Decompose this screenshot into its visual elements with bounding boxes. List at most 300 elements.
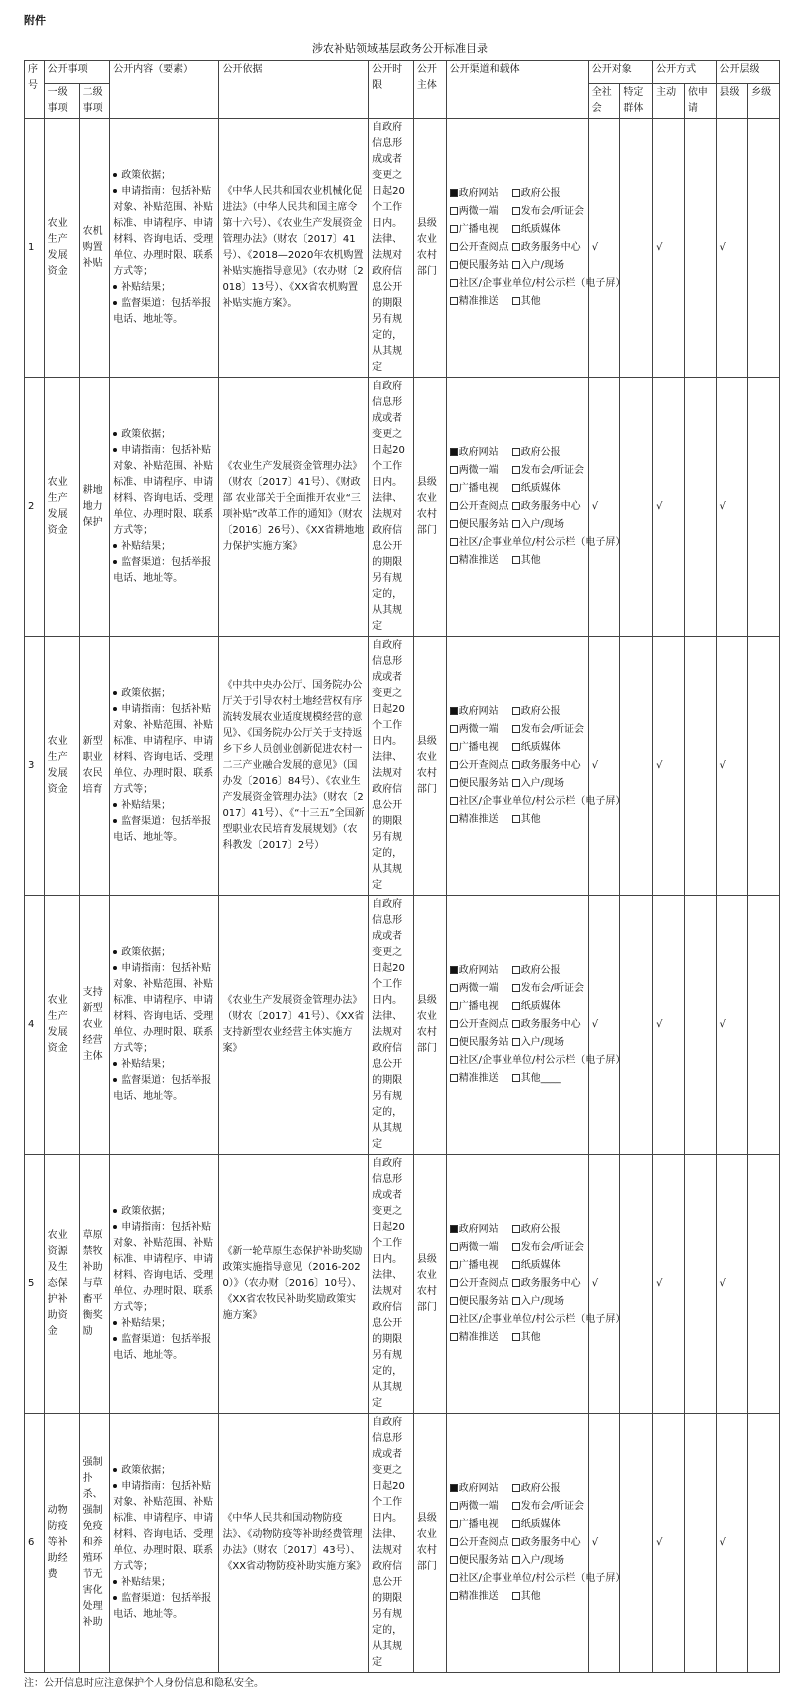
unchecked-box-icon [450, 1520, 458, 1528]
channel-option [512, 1499, 585, 1515]
header-time: 公开时限 [369, 61, 414, 119]
bullet-text: 监督渠道：包括举报电话、地址等。 [113, 816, 212, 843]
channel-label: 政务服务中心 [520, 1278, 581, 1289]
bullet-dot-icon [113, 803, 117, 807]
table-row [25, 378, 780, 637]
content-bullet [113, 1463, 215, 1479]
row-target-specific [620, 637, 653, 896]
unchecked-box-icon [512, 1261, 520, 1269]
bullet-dot-icon [113, 448, 117, 452]
unchecked-box-icon [512, 1592, 520, 1600]
channel-label: 其他 [520, 814, 541, 825]
channel-label: 政府公报 [520, 706, 561, 717]
unchecked-box-icon [512, 1333, 520, 1341]
channel-option [450, 704, 512, 720]
channel-label: 两微一端 [458, 983, 499, 994]
bullet-text: 申请指南：包括补贴对象、补贴范围、补贴标准、申请程序、申请材料、咨询电话、受理单位、办理时限、联系方式等； [113, 186, 214, 277]
checked-box-icon [450, 189, 458, 197]
channel-option [512, 1589, 585, 1605]
header-level-county: 县级 [716, 84, 748, 119]
unchecked-box-icon [512, 761, 520, 769]
bullet-text: 申请指南：包括补贴对象、补贴范围、补贴标准、申请程序、申请材料、咨询电话、受理单位、办理时限、联系方式等； [113, 1481, 214, 1572]
table-row [25, 896, 780, 1155]
unchecked-box-icon [450, 1056, 458, 1064]
channel-option [512, 204, 585, 220]
unchecked-box-icon [512, 520, 520, 528]
row-channels [446, 1155, 626, 1414]
channel-option [512, 553, 585, 569]
row-channels [446, 119, 626, 378]
bullet-dot-icon [113, 560, 117, 564]
channel-option [450, 1071, 512, 1087]
channel-label: 政府公报 [520, 965, 561, 976]
bullet-text: 监督渠道：包括举报电话、地址等。 [113, 1593, 212, 1620]
channel-option [512, 1222, 585, 1238]
header-subject: 公开主体 [413, 61, 446, 119]
row-target-specific [620, 119, 653, 378]
channel-option [450, 812, 512, 828]
row-subject: 县级农业农村部门 [413, 1155, 446, 1414]
bullet-text: 政策依据； [121, 429, 172, 440]
row-seq: 2 [25, 378, 45, 637]
bullet-dot-icon [113, 173, 117, 177]
table-row [25, 1414, 780, 1673]
channel-label: 发布会/听证会 [520, 724, 585, 735]
channel-option [450, 535, 626, 551]
other-blank: ____ [540, 1073, 561, 1084]
channel-option [450, 186, 512, 202]
header-target-specific: 特定群体 [620, 84, 653, 119]
channel-option [512, 981, 585, 997]
content-bullet [113, 961, 215, 1057]
row-method-apply [684, 637, 716, 896]
bullet-text: 申请指南：包括补贴对象、补贴范围、补贴标准、申请程序、申请材料、咨询电话、受理单位、办理时限、联系方式等； [113, 963, 214, 1054]
unchecked-box-icon [450, 1502, 458, 1510]
channel-label: 公开查阅点 [458, 1537, 509, 1548]
channel-label: 精准推送 [458, 1073, 499, 1084]
row-basis: 《新一轮草原生态保护补助奖励政策实施指导意见（2016-2020）》（农办财〔2016〕10号）、《XX省农牧民补助奖励政策实施方案》 [219, 1155, 369, 1414]
row-target-all: √ [588, 637, 620, 896]
row-method-active: √ [653, 119, 685, 378]
unchecked-box-icon [512, 484, 520, 492]
row-method-apply [684, 1155, 716, 1414]
bullet-dot-icon [113, 950, 117, 954]
channel-list [450, 1481, 626, 1605]
row-method-active: √ [653, 378, 685, 637]
channel-option [512, 740, 585, 756]
channel-option [512, 1553, 585, 1569]
channel-label: 公开查阅点 [458, 1278, 509, 1289]
content-bullet [113, 702, 215, 798]
document-title: 涉农补贴领域基层政务公开标准目录 [312, 42, 488, 55]
unchecked-box-icon [450, 297, 458, 305]
unchecked-box-icon [450, 1279, 458, 1287]
bullet-dot-icon [113, 1596, 117, 1600]
bullet-text: 监督渠道：包括举报电话、地址等。 [113, 1334, 212, 1361]
unchecked-box-icon [512, 1520, 520, 1528]
channel-option [450, 1571, 626, 1587]
row-level-county: √ [716, 896, 748, 1155]
channel-label: 政务服务中心 [520, 1019, 581, 1030]
row-basis: 《农业生产发展资金管理办法》（财农〔2017〕41号）、《XX省支持新型农业经营主体实施方案》 [219, 896, 369, 1155]
channel-label: 广播电视 [458, 1260, 499, 1271]
channel-option [450, 1240, 512, 1256]
checked-box-icon [450, 966, 458, 974]
channel-option [512, 1240, 585, 1256]
checked-box-icon [450, 1484, 458, 1492]
unchecked-box-icon [512, 207, 520, 215]
row-time: 自政府信息形成或者变更之日起20个工作日内。法律、法规对政府信息公开的期限另有规定的，从其规定 [369, 896, 414, 1155]
row-level-town [748, 1414, 780, 1673]
unchecked-box-icon [450, 1243, 458, 1251]
channel-option [450, 1017, 512, 1033]
channel-label: 两微一端 [458, 1501, 499, 1512]
unchecked-box-icon [512, 261, 520, 269]
channel-option [512, 1017, 585, 1033]
header-target: 公开对象 [588, 61, 652, 84]
channel-label: 发布会/听证会 [520, 1501, 585, 1512]
channel-option [450, 499, 512, 515]
bullet-text: 补贴结果； [121, 541, 172, 552]
channel-label: 政务服务中心 [520, 760, 581, 771]
unchecked-box-icon [512, 1279, 520, 1287]
content-bullet [113, 686, 215, 702]
bullet-dot-icon [113, 819, 117, 823]
bullet-text: 政策依据； [121, 947, 172, 958]
row-level-county: √ [716, 1414, 748, 1673]
channel-list [450, 445, 626, 569]
row-channels [446, 637, 626, 896]
row-subject: 县级农业农村部门 [413, 1414, 446, 1673]
channel-option [450, 1222, 512, 1238]
channel-label: 纸质媒体 [520, 1260, 561, 1271]
row-channels [446, 378, 626, 637]
content-bullet [113, 1316, 215, 1332]
content-bullet [113, 1575, 215, 1591]
bullet-dot-icon [113, 544, 117, 548]
channel-label: 其他 [520, 1332, 541, 1343]
row-seq: 3 [25, 637, 45, 896]
channel-option [450, 204, 512, 220]
channel-label: 精准推送 [458, 296, 499, 307]
unchecked-box-icon [512, 743, 520, 751]
row-time: 自政府信息形成或者变更之日起20个工作日内。法律、法规对政府信息公开的期限另有规定的，从其规定 [369, 1155, 414, 1414]
channel-label: 发布会/听证会 [520, 465, 585, 476]
row-content [110, 1414, 219, 1673]
channel-label: 政府公报 [520, 447, 561, 458]
row-content [110, 1155, 219, 1414]
channel-option [450, 1499, 512, 1515]
bullet-text: 补贴结果； [121, 1577, 172, 1588]
row-level1: 农业生产发展资金 [44, 637, 79, 896]
bullet-dot-icon [113, 691, 117, 695]
channel-option [512, 758, 585, 774]
channel-label: 政府网站 [458, 706, 499, 717]
channel-option [450, 463, 512, 479]
unchecked-box-icon [512, 556, 520, 564]
channel-option [450, 481, 512, 497]
content-bullet [113, 539, 215, 555]
channel-label: 政府网站 [458, 188, 499, 199]
content-bullet [113, 1073, 215, 1105]
unchecked-box-icon [450, 1261, 458, 1269]
channel-option [450, 1517, 512, 1533]
content-bullet [113, 1204, 215, 1220]
row-time: 自政府信息形成或者变更之日起20个工作日内。法律、法规对政府信息公开的期限另有规定的，从其规定 [369, 378, 414, 637]
unchecked-box-icon [450, 797, 458, 805]
channel-option [450, 758, 512, 774]
bullet-dot-icon [113, 1078, 117, 1082]
channel-label: 政府网站 [458, 1224, 499, 1235]
channel-option [450, 1035, 512, 1051]
row-level2: 农机购置补贴 [79, 119, 110, 378]
content-bullet [113, 280, 215, 296]
row-level-county: √ [716, 637, 748, 896]
channel-option [450, 445, 512, 461]
channel-label: 广播电视 [458, 483, 499, 494]
row-method-apply [684, 1414, 716, 1673]
channel-label: 便民服务站 [458, 519, 509, 530]
header-method: 公开方式 [653, 61, 716, 84]
bullet-text: 监督渠道：包括举报电话、地址等。 [113, 1075, 212, 1102]
channel-option [512, 704, 585, 720]
unchecked-box-icon [512, 1038, 520, 1046]
row-basis: 《中华人民共和国农业机械化促进法》（中华人民共和国主席令 第十六号）、《农业生产发展资金管理办法》（财农〔2017〕41号）、《2018—2020年农机购置补贴实施指导意见》（农办财〔2018〕13号）、《XX省农机购置补贴实施方案》。 [219, 119, 369, 378]
unchecked-box-icon [450, 225, 458, 233]
header-level1: 一级事项 [44, 84, 79, 119]
unchecked-box-icon [450, 466, 458, 474]
row-level1: 农业资源及生态保护补助资金 [44, 1155, 79, 1414]
channel-label: 入户/现场 [520, 1296, 565, 1307]
channel-label: 其他 [520, 296, 541, 307]
channel-label: 社区/企事业单位/村公示栏（电子屏） [458, 537, 626, 548]
content-bullet [113, 555, 215, 587]
row-basis: 《中华人民共和国动物防疫法》、《动物防疫等补助经费管理办法》（财农〔2017〕43号）、《XX省动物防疫补助实施方案》 [219, 1414, 369, 1673]
unchecked-box-icon [450, 1333, 458, 1341]
header-channel: 公开渠道和载体 [446, 61, 588, 119]
channel-label: 便民服务站 [458, 1555, 509, 1566]
row-target-all: √ [588, 1155, 620, 1414]
channel-label: 发布会/听证会 [520, 206, 585, 217]
row-target-all: √ [588, 378, 620, 637]
row-target-specific [620, 1414, 653, 1673]
channel-option [512, 1330, 585, 1346]
table-row [25, 637, 780, 896]
checked-box-icon [450, 707, 458, 715]
channel-option [450, 222, 512, 238]
channel-option [450, 1258, 512, 1274]
row-subject: 县级农业农村部门 [413, 637, 446, 896]
channel-label: 广播电视 [458, 742, 499, 753]
channel-label: 广播电视 [458, 224, 499, 235]
channel-label: 便民服务站 [458, 1037, 509, 1048]
channel-option [450, 1053, 626, 1069]
row-level2: 支持新型农业经营主体 [79, 896, 110, 1155]
channel-label: 其他 [520, 555, 541, 566]
unchecked-box-icon [450, 743, 458, 751]
unchecked-box-icon [450, 556, 458, 564]
bullet-text: 政策依据； [121, 1206, 172, 1217]
row-content [110, 896, 219, 1155]
channel-label: 政务服务中心 [520, 1537, 581, 1548]
bullet-dot-icon [113, 1337, 117, 1341]
unchecked-box-icon [512, 1020, 520, 1028]
unchecked-box-icon [512, 1243, 520, 1251]
row-level-county: √ [716, 1155, 748, 1414]
content-bullet [113, 184, 215, 280]
row-method-active: √ [653, 637, 685, 896]
row-level1: 农业生产发展资金 [44, 378, 79, 637]
row-level2: 强制扑杀、强制免疫和养殖环节无害化处理补助 [79, 1414, 110, 1673]
channel-option [512, 999, 585, 1015]
row-subject: 县级农业农村部门 [413, 119, 446, 378]
header-method-apply: 依申请 [684, 84, 716, 119]
unchecked-box-icon [512, 1225, 520, 1233]
unchecked-box-icon [450, 502, 458, 510]
channel-label: 纸质媒体 [520, 1519, 561, 1530]
header-seq: 序号 [25, 61, 45, 119]
content-bullet [113, 1220, 215, 1316]
row-method-apply [684, 119, 716, 378]
header-content: 公开内容（要素） [110, 61, 219, 119]
channel-option [450, 1589, 512, 1605]
channel-label: 纸质媒体 [520, 483, 561, 494]
bullet-dot-icon [113, 1484, 117, 1488]
bullet-text: 申请指南：包括补贴对象、补贴范围、补贴标准、申请程序、申请材料、咨询电话、受理单位、办理时限、联系方式等； [113, 704, 214, 795]
row-level-town [748, 119, 780, 378]
channel-label: 政务服务中心 [520, 242, 581, 253]
bullet-dot-icon [113, 285, 117, 289]
channel-option [450, 999, 512, 1015]
attachment-label: 附件 [24, 14, 46, 27]
row-seq: 4 [25, 896, 45, 1155]
unchecked-box-icon [450, 207, 458, 215]
unchecked-box-icon [450, 1574, 458, 1582]
channel-option [450, 1276, 512, 1292]
channel-label: 发布会/听证会 [520, 983, 585, 994]
channel-option [512, 1517, 585, 1533]
table-row [25, 119, 780, 378]
channel-option [450, 517, 512, 533]
channel-option [512, 1258, 585, 1274]
bullet-dot-icon [113, 1209, 117, 1213]
content-bullet [113, 1479, 215, 1575]
channel-label: 精准推送 [458, 814, 499, 825]
unchecked-box-icon [512, 966, 520, 974]
channel-option [512, 222, 585, 238]
bullet-text: 补贴结果； [121, 282, 172, 293]
unchecked-box-icon [512, 189, 520, 197]
row-target-specific [620, 896, 653, 1155]
channel-label: 入户/现场 [520, 778, 565, 789]
unchecked-box-icon [512, 1538, 520, 1546]
checked-box-icon [450, 1225, 458, 1233]
channel-option [450, 240, 512, 256]
channel-label: 纸质媒体 [520, 742, 561, 753]
channel-option [512, 186, 585, 202]
unchecked-box-icon [450, 1002, 458, 1010]
channel-list [450, 704, 626, 828]
channel-option [512, 1276, 585, 1292]
unchecked-box-icon [450, 1538, 458, 1546]
channel-option [450, 276, 626, 292]
unchecked-box-icon [450, 1297, 458, 1305]
channel-label: 政府网站 [458, 965, 499, 976]
channel-option [450, 740, 512, 756]
header-level-town: 乡级 [748, 84, 780, 119]
channel-label: 精准推送 [458, 1591, 499, 1602]
unchecked-box-icon [450, 261, 458, 269]
channel-option [450, 776, 512, 792]
content-bullet [113, 945, 215, 961]
channel-label: 两微一端 [458, 1242, 499, 1253]
header-row-1 [25, 61, 780, 84]
bullet-text: 补贴结果； [121, 1059, 172, 1070]
channel-label: 入户/现场 [520, 519, 565, 530]
unchecked-box-icon [512, 815, 520, 823]
channel-option [512, 463, 585, 479]
unchecked-box-icon [450, 520, 458, 528]
content-bullet [113, 1591, 215, 1623]
channel-option [450, 963, 512, 979]
row-content [110, 637, 219, 896]
row-level2: 草原禁牧补助与草畜平衡奖励 [79, 1155, 110, 1414]
channel-option [512, 1481, 585, 1497]
unchecked-box-icon [450, 815, 458, 823]
header-basis: 公开依据 [219, 61, 369, 119]
channel-label: 便民服务站 [458, 260, 509, 271]
channel-label: 两微一端 [458, 465, 499, 476]
unchecked-box-icon [450, 1315, 458, 1323]
unchecked-box-icon [512, 466, 520, 474]
channel-label: 社区/企事业单位/村公示栏（电子屏） [458, 796, 626, 807]
bullet-text: 补贴结果； [121, 800, 172, 811]
channel-label: 社区/企事业单位/村公示栏（电子屏） [458, 1573, 626, 1584]
row-target-all: √ [588, 896, 620, 1155]
content-bullet [113, 798, 215, 814]
row-level-town [748, 378, 780, 637]
row-level-town [748, 637, 780, 896]
channel-option [450, 1330, 512, 1346]
channel-option [450, 1312, 626, 1328]
bullet-text: 申请指南：包括补贴对象、补贴范围、补贴标准、申请程序、申请材料、咨询电话、受理单位、办理时限、联系方式等； [113, 1222, 214, 1313]
bullet-dot-icon [113, 432, 117, 436]
unchecked-box-icon [450, 1020, 458, 1028]
channel-list [450, 186, 626, 310]
channel-label: 公开查阅点 [458, 1019, 509, 1030]
row-level1: 动物防疫等补助经费 [44, 1414, 79, 1673]
channel-option [512, 963, 585, 979]
channel-label: 政府公报 [520, 188, 561, 199]
catalog-table [24, 60, 780, 1673]
channel-option [512, 812, 585, 828]
channel-label: 公开查阅点 [458, 760, 509, 771]
row-seq: 6 [25, 1414, 45, 1673]
channel-option [450, 1535, 512, 1551]
unchecked-box-icon [450, 1556, 458, 1564]
bullet-text: 补贴结果； [121, 1318, 172, 1329]
channel-label: 社区/企事业单位/村公示栏（电子屏） [458, 1055, 626, 1066]
channel-label: 社区/企事业单位/村公示栏（电子屏） [458, 278, 626, 289]
content-bullet [113, 168, 215, 184]
unchecked-box-icon [512, 779, 520, 787]
channel-option [512, 1071, 585, 1087]
header-method-active: 主动 [653, 84, 685, 119]
row-target-specific [620, 378, 653, 637]
bullet-text: 政策依据； [121, 1465, 172, 1476]
row-subject: 县级农业农村部门 [413, 896, 446, 1155]
content-bullet [113, 296, 215, 328]
